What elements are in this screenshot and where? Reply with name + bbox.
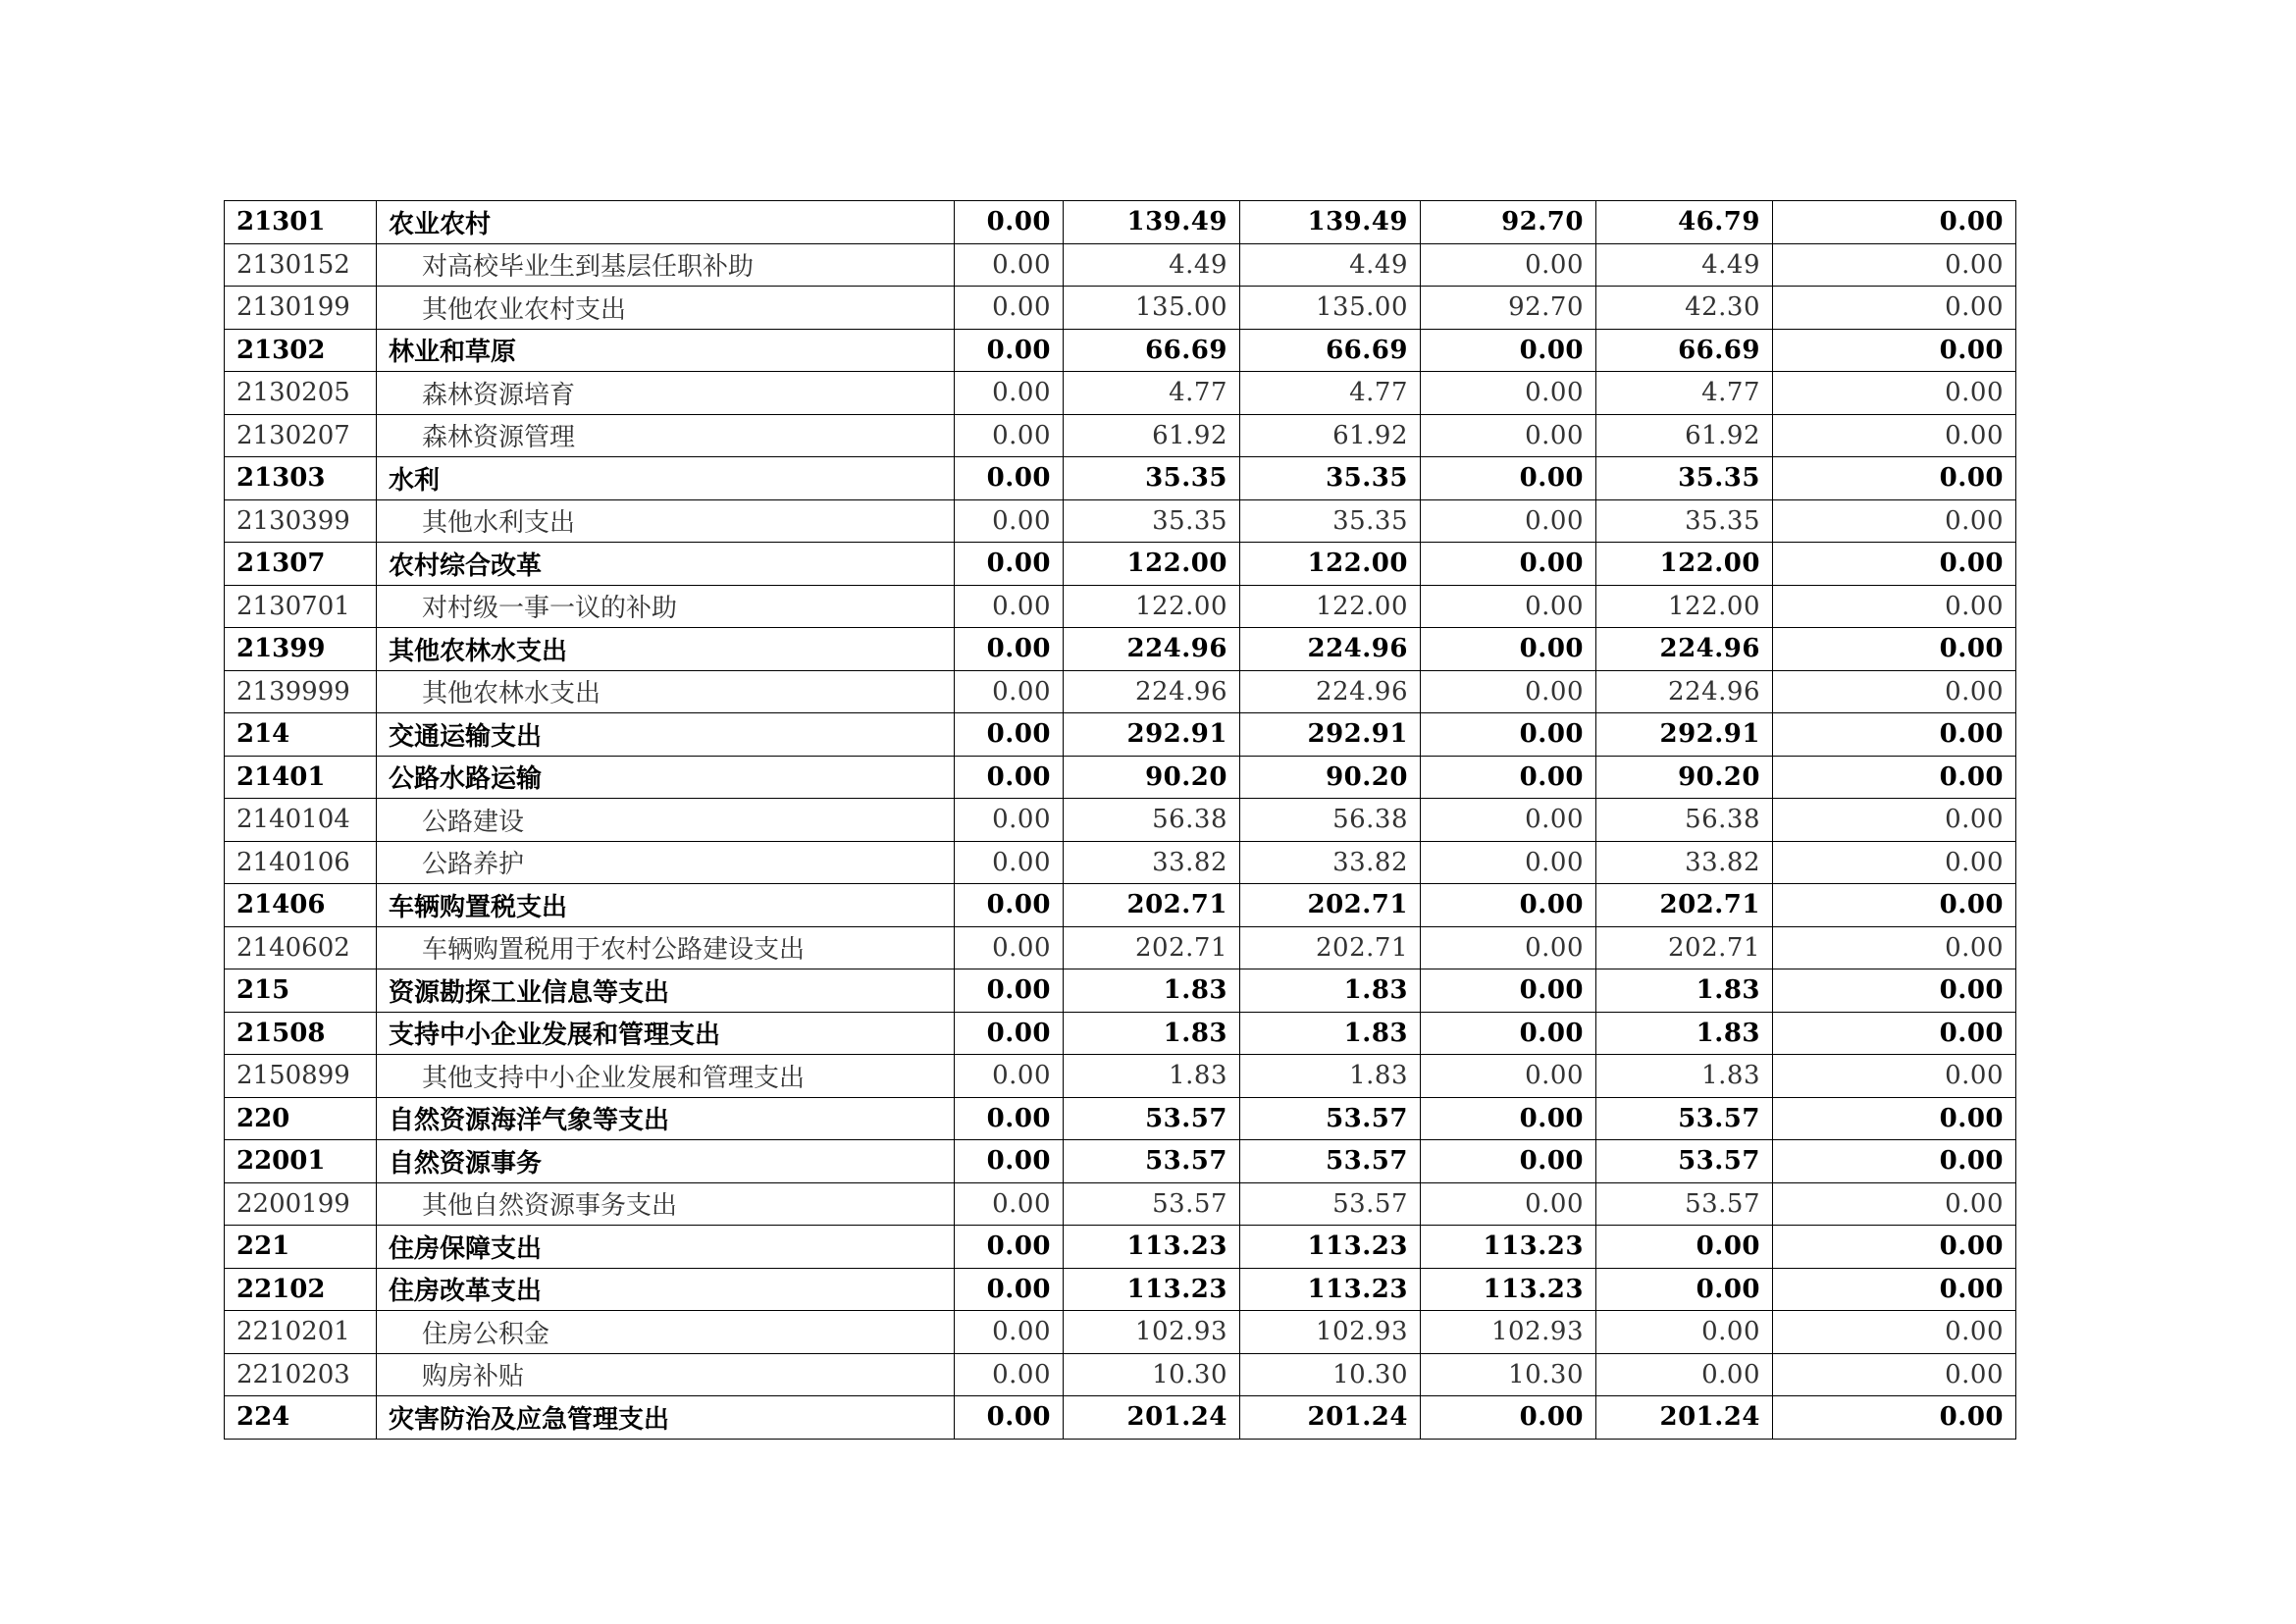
cell-value-3: 53.57	[1240, 1182, 1421, 1226]
cell-code: 2140106	[225, 841, 377, 884]
cell-code: 2210203	[225, 1353, 377, 1396]
cell-value-1: 0.00	[955, 1311, 1064, 1354]
cell-value-6: 0.00	[1773, 499, 2016, 543]
cell-value-3: 292.91	[1240, 713, 1421, 757]
cell-value-3: 1.83	[1240, 1055, 1421, 1098]
cell-value-4: 0.00	[1421, 543, 1596, 586]
cell-value-2: 4.49	[1064, 243, 1240, 287]
cell-value-3: 202.71	[1240, 926, 1421, 969]
cell-code: 21303	[225, 457, 377, 500]
cell-code: 21301	[225, 201, 377, 244]
cell-value-6: 0.00	[1773, 713, 2016, 757]
table-row	[225, 969, 2016, 1013]
cell-value-2: 1.83	[1064, 1012, 1240, 1055]
cell-value-1: 0.00	[955, 1396, 1064, 1440]
cell-value-2: 102.93	[1064, 1311, 1240, 1354]
cell-code: 2130701	[225, 585, 377, 628]
cell-value-2: 113.23	[1064, 1226, 1240, 1269]
cell-value-1: 0.00	[955, 926, 1064, 969]
table-row	[225, 457, 2016, 500]
cell-value-1: 0.00	[955, 243, 1064, 287]
cell-value-6: 0.00	[1773, 243, 2016, 287]
cell-value-2: 56.38	[1064, 799, 1240, 842]
cell-value-6: 0.00	[1773, 543, 2016, 586]
cell-value-3: 224.96	[1240, 628, 1421, 671]
cell-value-2: 201.24	[1064, 1396, 1240, 1440]
cell-code: 224	[225, 1396, 377, 1440]
cell-name: 其他自然资源事务支出	[377, 1182, 955, 1226]
cell-name: 农村综合改革	[377, 543, 955, 586]
cell-value-4: 10.30	[1421, 1353, 1596, 1396]
table-row	[225, 1396, 2016, 1440]
cell-value-3: 122.00	[1240, 543, 1421, 586]
table-row	[225, 287, 2016, 330]
cell-code: 22102	[225, 1268, 377, 1311]
cell-value-6: 0.00	[1773, 1353, 2016, 1396]
cell-value-2: 224.96	[1064, 670, 1240, 713]
cell-value-6: 0.00	[1773, 799, 2016, 842]
cell-value-4: 0.00	[1421, 969, 1596, 1013]
cell-value-1: 0.00	[955, 1055, 1064, 1098]
cell-value-2: 53.57	[1064, 1097, 1240, 1140]
cell-value-4: 0.00	[1421, 926, 1596, 969]
table-row	[225, 713, 2016, 757]
cell-value-3: 66.69	[1240, 329, 1421, 372]
cell-name: 自然资源海洋气象等支出	[377, 1097, 955, 1140]
cell-value-1: 0.00	[955, 628, 1064, 671]
cell-value-1: 0.00	[955, 1012, 1064, 1055]
cell-value-6: 0.00	[1773, 969, 2016, 1013]
cell-value-2: 4.77	[1064, 372, 1240, 415]
cell-value-6: 0.00	[1773, 1182, 2016, 1226]
cell-value-2: 1.83	[1064, 1055, 1240, 1098]
cell-value-3: 1.83	[1240, 1012, 1421, 1055]
cell-value-6: 0.00	[1773, 372, 2016, 415]
cell-value-5: 224.96	[1596, 670, 1773, 713]
cell-value-6: 0.00	[1773, 414, 2016, 457]
cell-name: 其他水利支出	[377, 499, 955, 543]
cell-value-1: 0.00	[955, 372, 1064, 415]
cell-name: 对村级一事一议的补助	[377, 585, 955, 628]
cell-value-2: 53.57	[1064, 1140, 1240, 1183]
cell-code: 2130199	[225, 287, 377, 330]
cell-value-3: 113.23	[1240, 1268, 1421, 1311]
cell-name: 购房补贴	[377, 1353, 955, 1396]
cell-value-5: 4.77	[1596, 372, 1773, 415]
cell-value-6: 0.00	[1773, 329, 2016, 372]
cell-value-3: 10.30	[1240, 1353, 1421, 1396]
cell-code: 21302	[225, 329, 377, 372]
cell-value-4: 0.00	[1421, 713, 1596, 757]
table-row	[225, 499, 2016, 543]
cell-name: 森林资源培育	[377, 372, 955, 415]
table-row	[225, 543, 2016, 586]
table-row	[225, 756, 2016, 799]
cell-code: 2210201	[225, 1311, 377, 1354]
cell-value-5: 35.35	[1596, 457, 1773, 500]
cell-code: 215	[225, 969, 377, 1013]
cell-value-6: 0.00	[1773, 884, 2016, 927]
cell-value-4: 0.00	[1421, 243, 1596, 287]
table-row	[225, 841, 2016, 884]
cell-value-2: 90.20	[1064, 756, 1240, 799]
cell-value-4: 0.00	[1421, 628, 1596, 671]
cell-name: 车辆购置税支出	[377, 884, 955, 927]
table-row	[225, 1268, 2016, 1311]
cell-value-1: 0.00	[955, 884, 1064, 927]
cell-value-4: 0.00	[1421, 670, 1596, 713]
cell-name: 对高校毕业生到基层任职补助	[377, 243, 955, 287]
cell-name: 水利	[377, 457, 955, 500]
cell-value-3: 53.57	[1240, 1140, 1421, 1183]
table-row	[225, 1012, 2016, 1055]
cell-code: 21508	[225, 1012, 377, 1055]
cell-name: 住房公积金	[377, 1311, 955, 1354]
cell-value-1: 0.00	[955, 329, 1064, 372]
cell-value-4: 0.00	[1421, 799, 1596, 842]
table-row	[225, 243, 2016, 287]
cell-value-5: 35.35	[1596, 499, 1773, 543]
cell-value-1: 0.00	[955, 543, 1064, 586]
table-row	[225, 884, 2016, 927]
cell-name: 公路水路运输	[377, 756, 955, 799]
cell-value-1: 0.00	[955, 756, 1064, 799]
table-row	[225, 414, 2016, 457]
table-row	[225, 372, 2016, 415]
cell-value-5: 56.38	[1596, 799, 1773, 842]
cell-value-6: 0.00	[1773, 201, 2016, 244]
cell-value-6: 0.00	[1773, 1268, 2016, 1311]
cell-value-3: 102.93	[1240, 1311, 1421, 1354]
cell-value-2: 61.92	[1064, 414, 1240, 457]
cell-value-4: 102.93	[1421, 1311, 1596, 1354]
cell-value-3: 202.71	[1240, 884, 1421, 927]
cell-name: 公路养护	[377, 841, 955, 884]
cell-code: 21307	[225, 543, 377, 586]
cell-value-5: 224.96	[1596, 628, 1773, 671]
cell-value-1: 0.00	[955, 457, 1064, 500]
cell-value-4: 113.23	[1421, 1226, 1596, 1269]
cell-value-6: 0.00	[1773, 1226, 2016, 1269]
cell-value-4: 0.00	[1421, 1097, 1596, 1140]
cell-code: 2139999	[225, 670, 377, 713]
cell-value-5: 1.83	[1596, 969, 1773, 1013]
cell-value-5: 201.24	[1596, 1396, 1773, 1440]
table-row	[225, 926, 2016, 969]
cell-value-4: 0.00	[1421, 1055, 1596, 1098]
cell-value-3: 113.23	[1240, 1226, 1421, 1269]
cell-value-5: 122.00	[1596, 543, 1773, 586]
cell-value-1: 0.00	[955, 1268, 1064, 1311]
cell-name: 林业和草原	[377, 329, 955, 372]
cell-code: 214	[225, 713, 377, 757]
cell-value-5: 0.00	[1596, 1226, 1773, 1269]
cell-code: 2130205	[225, 372, 377, 415]
cell-name: 公路建设	[377, 799, 955, 842]
cell-name: 资源勘探工业信息等支出	[377, 969, 955, 1013]
cell-value-1: 0.00	[955, 1226, 1064, 1269]
cell-code: 21406	[225, 884, 377, 927]
cell-value-5: 33.82	[1596, 841, 1773, 884]
cell-name: 农业农村	[377, 201, 955, 244]
cell-value-6: 0.00	[1773, 756, 2016, 799]
cell-value-1: 0.00	[955, 1140, 1064, 1183]
cell-value-1: 0.00	[955, 585, 1064, 628]
cell-name: 其他支持中小企业发展和管理支出	[377, 1055, 955, 1098]
cell-value-5: 42.30	[1596, 287, 1773, 330]
cell-value-1: 0.00	[955, 1182, 1064, 1226]
cell-value-4: 0.00	[1421, 841, 1596, 884]
cell-value-5: 53.57	[1596, 1140, 1773, 1183]
cell-value-3: 122.00	[1240, 585, 1421, 628]
cell-code: 2130207	[225, 414, 377, 457]
table-row	[225, 628, 2016, 671]
cell-code: 2140104	[225, 799, 377, 842]
cell-value-2: 139.49	[1064, 201, 1240, 244]
cell-value-1: 0.00	[955, 414, 1064, 457]
cell-value-5: 292.91	[1596, 713, 1773, 757]
cell-value-6: 0.00	[1773, 1140, 2016, 1183]
cell-value-4: 0.00	[1421, 329, 1596, 372]
cell-value-5: 202.71	[1596, 926, 1773, 969]
cell-code: 2150899	[225, 1055, 377, 1098]
cell-value-4: 0.00	[1421, 499, 1596, 543]
cell-value-1: 0.00	[955, 799, 1064, 842]
cell-value-3: 224.96	[1240, 670, 1421, 713]
cell-value-6: 0.00	[1773, 1097, 2016, 1140]
cell-value-2: 66.69	[1064, 329, 1240, 372]
cell-value-3: 135.00	[1240, 287, 1421, 330]
cell-value-5: 202.71	[1596, 884, 1773, 927]
cell-value-1: 0.00	[955, 841, 1064, 884]
cell-value-3: 1.83	[1240, 969, 1421, 1013]
cell-value-6: 0.00	[1773, 585, 2016, 628]
table-row	[225, 329, 2016, 372]
cell-value-5: 0.00	[1596, 1268, 1773, 1311]
cell-value-5: 53.57	[1596, 1097, 1773, 1140]
cell-code: 2130152	[225, 243, 377, 287]
cell-value-5: 1.83	[1596, 1055, 1773, 1098]
cell-value-3: 4.77	[1240, 372, 1421, 415]
cell-value-6: 0.00	[1773, 628, 2016, 671]
cell-value-6: 0.00	[1773, 1311, 2016, 1354]
table-row	[225, 585, 2016, 628]
cell-value-3: 90.20	[1240, 756, 1421, 799]
cell-value-1: 0.00	[955, 201, 1064, 244]
cell-value-3: 33.82	[1240, 841, 1421, 884]
cell-value-5: 53.57	[1596, 1182, 1773, 1226]
table-row	[225, 1140, 2016, 1183]
cell-value-5: 122.00	[1596, 585, 1773, 628]
cell-value-5: 4.49	[1596, 243, 1773, 287]
cell-value-1: 0.00	[955, 287, 1064, 330]
cell-code: 220	[225, 1097, 377, 1140]
cell-name: 其他农林水支出	[377, 670, 955, 713]
cell-value-4: 0.00	[1421, 884, 1596, 927]
cell-value-4: 92.70	[1421, 287, 1596, 330]
cell-value-6: 0.00	[1773, 670, 2016, 713]
cell-code: 221	[225, 1226, 377, 1269]
cell-value-5: 0.00	[1596, 1353, 1773, 1396]
cell-code: 22001	[225, 1140, 377, 1183]
cell-value-5: 90.20	[1596, 756, 1773, 799]
table-row	[225, 1353, 2016, 1396]
budget-table	[224, 200, 2016, 1440]
cell-value-5: 61.92	[1596, 414, 1773, 457]
cell-value-3: 4.49	[1240, 243, 1421, 287]
cell-name: 住房保障支出	[377, 1226, 955, 1269]
cell-value-6: 0.00	[1773, 457, 2016, 500]
cell-name: 车辆购置税用于农村公路建设支出	[377, 926, 955, 969]
cell-value-5: 0.00	[1596, 1311, 1773, 1354]
cell-value-4: 0.00	[1421, 414, 1596, 457]
cell-value-4: 0.00	[1421, 585, 1596, 628]
cell-value-4: 92.70	[1421, 201, 1596, 244]
cell-value-5: 66.69	[1596, 329, 1773, 372]
cell-value-1: 0.00	[955, 713, 1064, 757]
cell-code: 2130399	[225, 499, 377, 543]
cell-code: 21399	[225, 628, 377, 671]
cell-value-6: 0.00	[1773, 841, 2016, 884]
cell-value-2: 292.91	[1064, 713, 1240, 757]
cell-name: 其他农业农村支出	[377, 287, 955, 330]
cell-value-3: 61.92	[1240, 414, 1421, 457]
cell-value-6: 0.00	[1773, 1012, 2016, 1055]
cell-value-2: 113.23	[1064, 1268, 1240, 1311]
cell-name: 支持中小企业发展和管理支出	[377, 1012, 955, 1055]
cell-value-5: 1.83	[1596, 1012, 1773, 1055]
cell-value-1: 0.00	[955, 499, 1064, 543]
cell-value-6: 0.00	[1773, 1396, 2016, 1440]
table-row	[225, 201, 2016, 244]
cell-value-3: 139.49	[1240, 201, 1421, 244]
cell-value-2: 224.96	[1064, 628, 1240, 671]
cell-value-1: 0.00	[955, 1097, 1064, 1140]
cell-code: 2200199	[225, 1182, 377, 1226]
cell-value-1: 0.00	[955, 670, 1064, 713]
table-row	[225, 1226, 2016, 1269]
cell-value-1: 0.00	[955, 1353, 1064, 1396]
cell-value-4: 0.00	[1421, 1140, 1596, 1183]
cell-value-2: 135.00	[1064, 287, 1240, 330]
table-row	[225, 1311, 2016, 1354]
cell-value-2: 202.71	[1064, 884, 1240, 927]
cell-value-2: 33.82	[1064, 841, 1240, 884]
table-body	[225, 201, 2016, 1440]
cell-name: 住房改革支出	[377, 1268, 955, 1311]
cell-value-1: 0.00	[955, 969, 1064, 1013]
cell-value-3: 201.24	[1240, 1396, 1421, 1440]
cell-value-4: 0.00	[1421, 372, 1596, 415]
cell-value-3: 56.38	[1240, 799, 1421, 842]
cell-value-6: 0.00	[1773, 287, 2016, 330]
cell-value-2: 35.35	[1064, 499, 1240, 543]
cell-value-6: 0.00	[1773, 926, 2016, 969]
cell-value-3: 35.35	[1240, 499, 1421, 543]
cell-name: 自然资源事务	[377, 1140, 955, 1183]
cell-value-2: 53.57	[1064, 1182, 1240, 1226]
table-row	[225, 1055, 2016, 1098]
cell-value-4: 0.00	[1421, 1182, 1596, 1226]
cell-value-2: 202.71	[1064, 926, 1240, 969]
table-row	[225, 1097, 2016, 1140]
cell-value-4: 0.00	[1421, 756, 1596, 799]
cell-code: 21401	[225, 756, 377, 799]
cell-value-4: 113.23	[1421, 1268, 1596, 1311]
cell-value-2: 122.00	[1064, 585, 1240, 628]
cell-code: 2140602	[225, 926, 377, 969]
cell-value-2: 1.83	[1064, 969, 1240, 1013]
cell-value-2: 122.00	[1064, 543, 1240, 586]
cell-name: 交通运输支出	[377, 713, 955, 757]
cell-value-4: 0.00	[1421, 1396, 1596, 1440]
cell-value-2: 35.35	[1064, 457, 1240, 500]
cell-value-5: 46.79	[1596, 201, 1773, 244]
cell-name: 灾害防治及应急管理支出	[377, 1396, 955, 1440]
cell-name: 森林资源管理	[377, 414, 955, 457]
table-row	[225, 670, 2016, 713]
cell-value-2: 10.30	[1064, 1353, 1240, 1396]
cell-value-3: 53.57	[1240, 1097, 1421, 1140]
cell-value-6: 0.00	[1773, 1055, 2016, 1098]
table-row	[225, 1182, 2016, 1226]
cell-value-4: 0.00	[1421, 1012, 1596, 1055]
table-row	[225, 799, 2016, 842]
cell-value-4: 0.00	[1421, 457, 1596, 500]
cell-value-3: 35.35	[1240, 457, 1421, 500]
cell-name: 其他农林水支出	[377, 628, 955, 671]
